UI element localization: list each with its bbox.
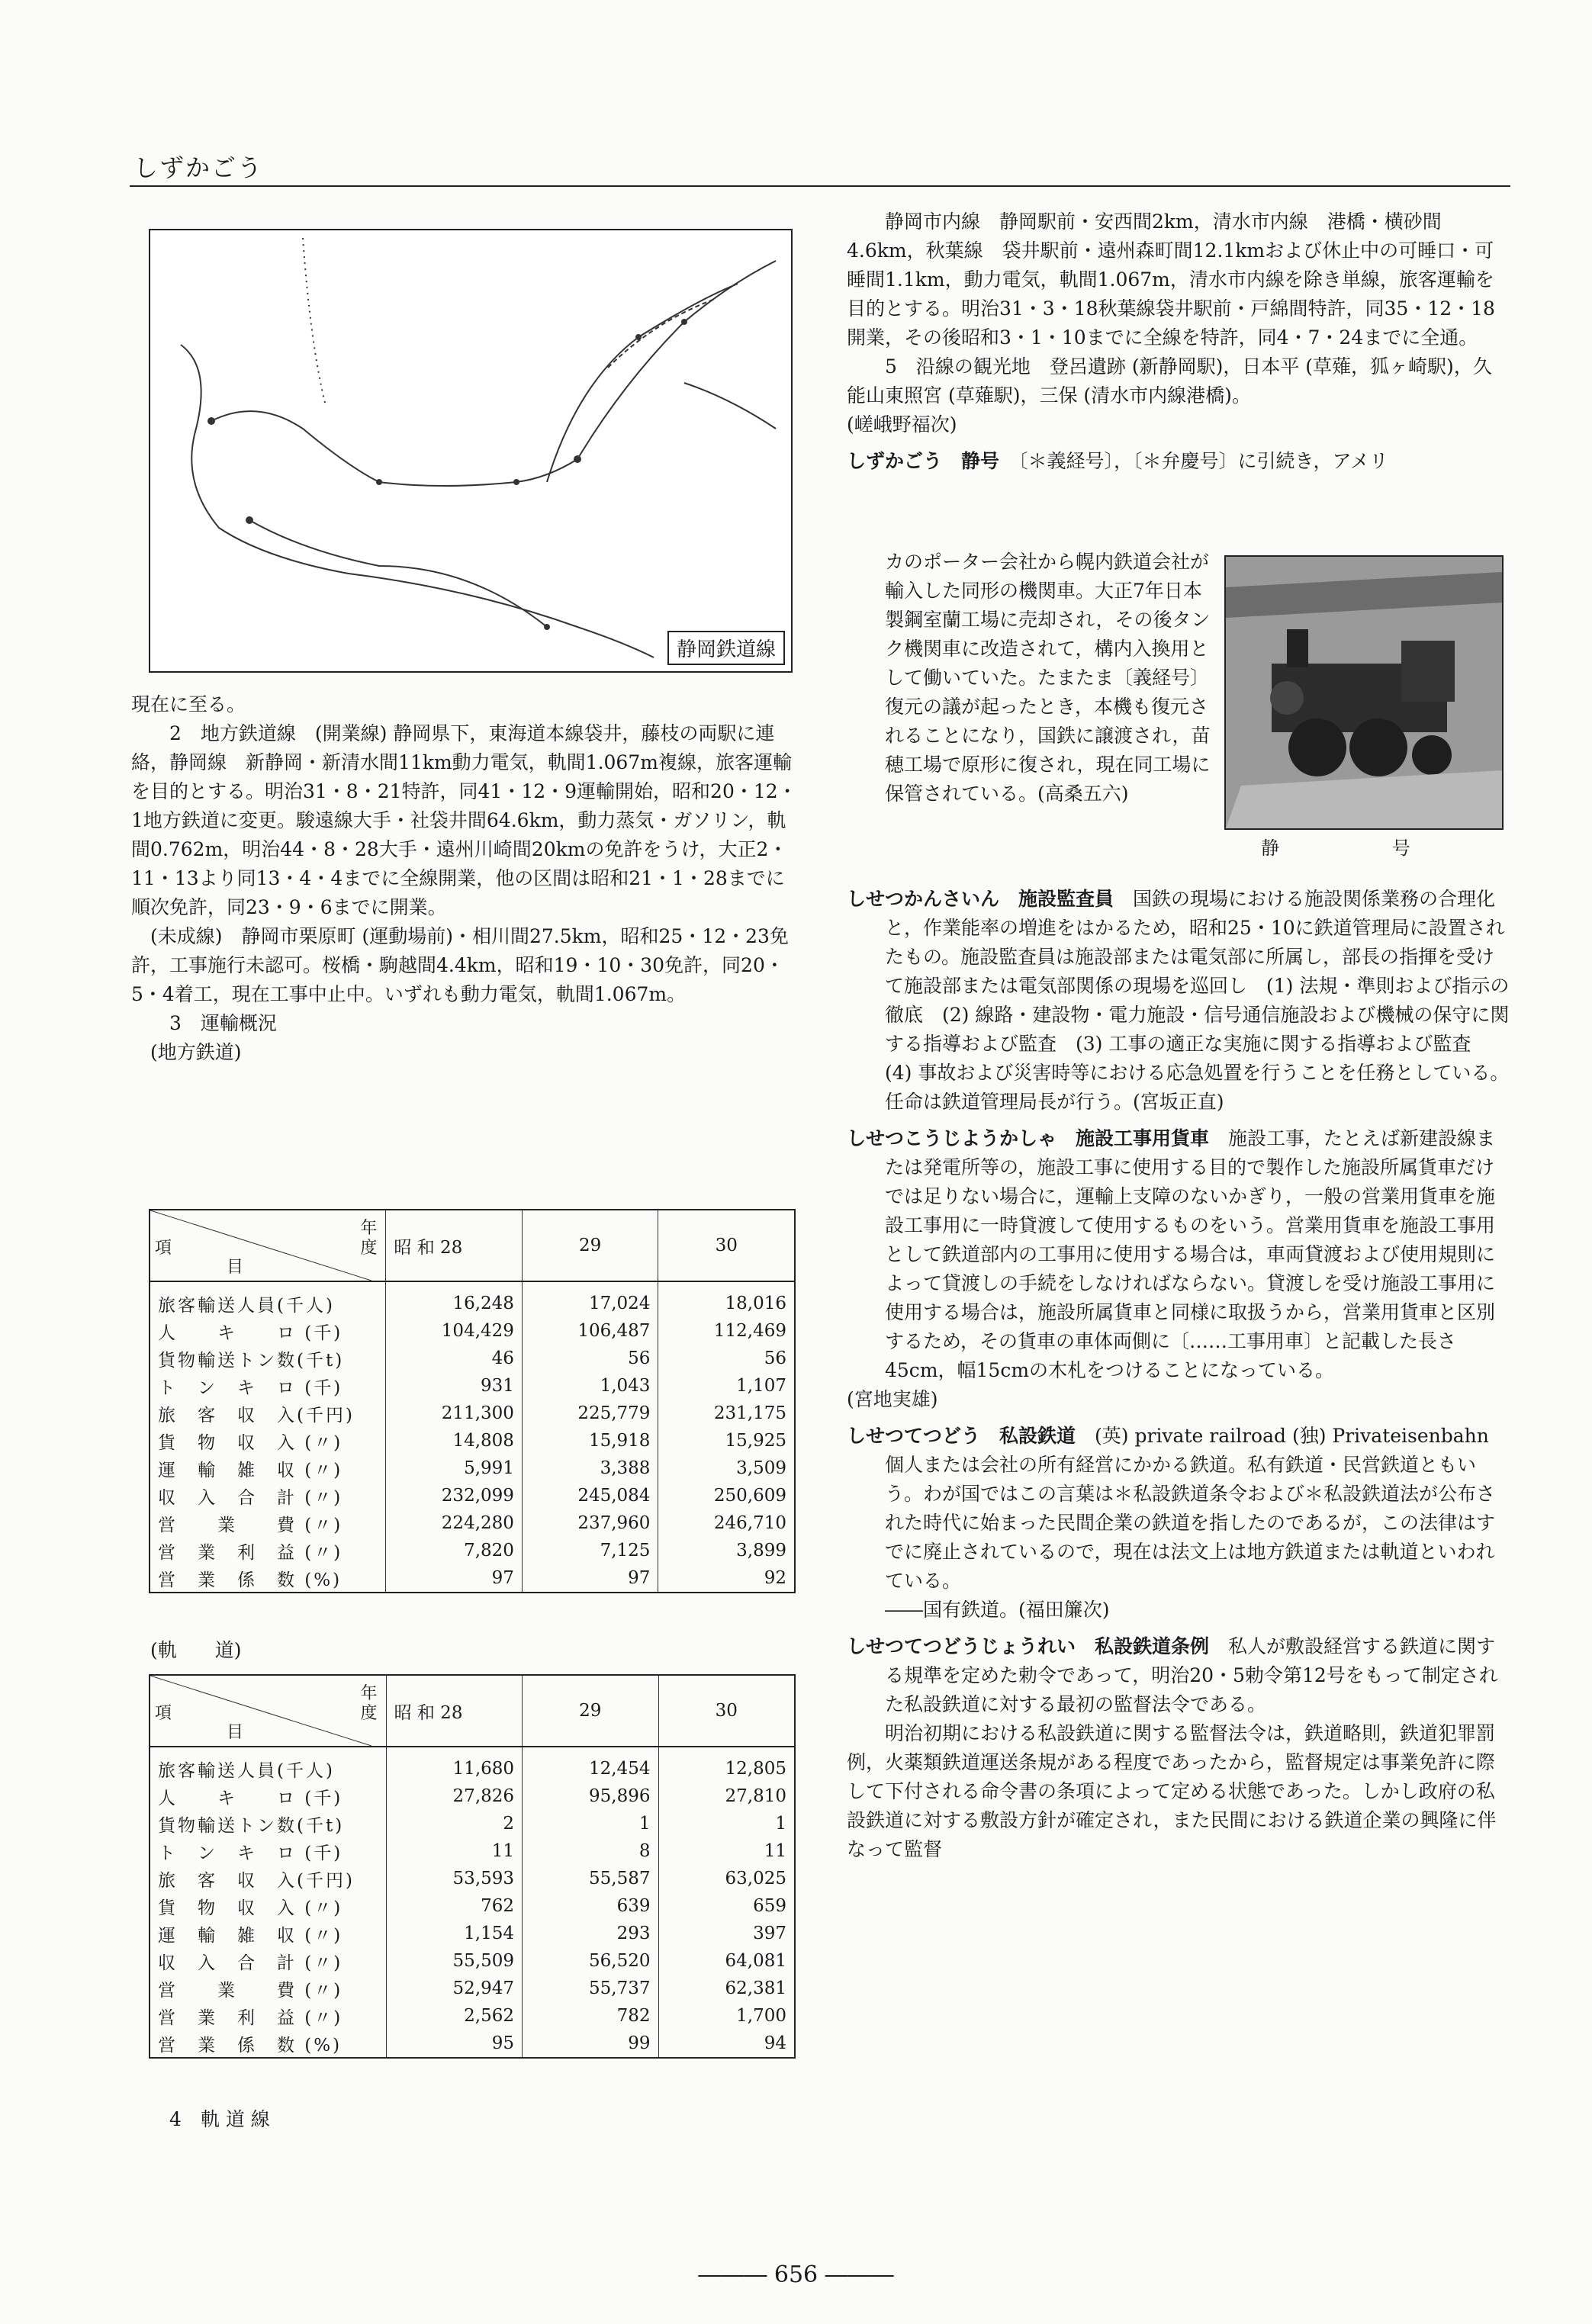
row-label: 人 キ ロ (千) <box>158 1323 343 1343</box>
table2-col-29: 29 <box>523 1675 658 1747</box>
row-value: 12,454 <box>523 1747 658 1782</box>
row-label: 収 入 合 計 (〃) <box>158 1487 343 1508</box>
row-value: 1,700 <box>658 2002 795 2030</box>
row-value: 7,820 <box>386 1537 523 1564</box>
row-value: 106,487 <box>522 1317 658 1345</box>
map-drawing <box>150 230 791 671</box>
railway-map <box>149 229 793 673</box>
left-p5: (地方鉄道) <box>150 1041 242 1063</box>
row-label: 貨 物 収 入 (〃) <box>158 1898 343 1918</box>
row-label: 営 業 係 数 (%) <box>158 2035 343 2056</box>
entry-shisetsutetsudo-head: しせつてつどう 私設鉄道 <box>847 1425 1076 1447</box>
row-value: 211,300 <box>386 1400 523 1427</box>
right-column-bottom <box>847 885 1510 1864</box>
row-value: 931 <box>386 1372 523 1400</box>
row-value: 1,154 <box>386 1920 522 1947</box>
table-row <box>150 2002 795 2030</box>
table2-item-label: 項 <box>155 1704 175 1723</box>
table-row <box>150 1482 795 1509</box>
row-value: 7,125 <box>522 1537 658 1564</box>
entry-shizukago-line1 <box>847 447 1510 476</box>
row-label: ト ン キ ロ (千) <box>158 1843 343 1863</box>
row-label: 運 輸 雑 収 (〃) <box>158 1925 343 1946</box>
left-p4: 3 運輸概況 <box>169 1012 277 1034</box>
row-value: 1 <box>658 1810 795 1837</box>
row-value: 55,587 <box>523 1865 658 1892</box>
table1-col-28: 昭 和 28 <box>386 1210 523 1281</box>
row-value: 231,175 <box>658 1400 795 1427</box>
row-label: 営 業 利 益 (〃) <box>158 1542 343 1563</box>
table1-year-label: 年 <box>360 1219 380 1238</box>
entry-shisetsukansain-body: 国鉄の現場における施設関係業務の合理化と，作業能率の増進をはかるため，昭和25・10に鉄道管理局に設置されたもの。施設監査員は施設部または電気部に所属し，部長の指揮を受けて施設部または電気部関係の現場を巡回し (1) 法規・準則および指示の徹底 (2) 線路・建設物・電力施設・信号通信施設および機械の保守に関する指導および監査 (3) 工事の適正な実施に関する指導および監査 (4) 事故および災害時等における応急処置を行うことを任務としている。任命は鉄道管理局長が行う。 <box>885 888 1510 1113</box>
table-row <box>150 1509 795 1537</box>
row-value: 237,960 <box>522 1509 658 1537</box>
entry-shisetsutetsudojorei-head: しせつてつどうじょうれい 私設鉄道条例 <box>847 1635 1210 1657</box>
row-value: 56 <box>658 1345 795 1372</box>
row-label: 貨物輸送トン数(千t) <box>158 1350 345 1371</box>
row-value: 1,107 <box>658 1372 795 1400</box>
row-value: 293 <box>523 1920 658 1947</box>
row-value: 11 <box>658 1837 795 1865</box>
row-value: 99 <box>523 2030 658 2058</box>
left-p1: 現在に至る。 <box>131 693 246 715</box>
right-p2: 5 沿線の観光地 登呂遺跡 (新静岡駅)，日本平 (草薙，狐ヶ崎駅)，久能山東照宮 (草薙駅)，三保 (清水市内線港橋)。 <box>847 355 1492 407</box>
row-value: 95 <box>386 2030 522 2058</box>
table1-body <box>150 1281 795 1593</box>
row-value: 2 <box>386 1810 522 1837</box>
table-row <box>150 1782 795 1810</box>
table-row <box>150 1537 795 1564</box>
row-label: 貨 物 収 入 (〃) <box>158 1432 343 1453</box>
table2-col-28: 昭 和 28 <box>386 1675 522 1747</box>
table-row <box>150 1317 795 1345</box>
row-value: 56 <box>522 1345 658 1372</box>
table1-moku-label: 目 <box>227 1258 246 1277</box>
row-value: 11,680 <box>386 1747 522 1782</box>
row-value: 8 <box>523 1837 658 1865</box>
row-value: 94 <box>658 2030 795 2058</box>
table-row <box>150 1281 795 1317</box>
table-row <box>150 1564 795 1593</box>
table-row <box>150 1947 795 1975</box>
row-label: 旅客輸送人員(千人) <box>158 1760 335 1781</box>
row-label: 旅 客 収 入(千円) <box>158 1405 355 1426</box>
row-value: 2,562 <box>386 2002 522 2030</box>
row-value: 224,280 <box>386 1509 523 1537</box>
entry-shisetsutetsudo <box>847 1422 1510 1596</box>
table-local-railway <box>149 1209 796 1593</box>
entry-shisetsutetsudojorei-p2: 明治初期における私設鉄道に関する監督法令は，鉄道略則，鉄道犯罪罰例，火薬類鉄道運送条規がある程度であったから，監督規定は事業免許に際して下付される命令書の条項によって定める状態であった。しかし政府の私設鉄道に対する敷設方針が確定され，また民間における鉄道企業の興隆に伴なって監督 <box>847 1722 1497 1860</box>
entry-shisetsutetsudojorei <box>847 1632 1510 1719</box>
row-value: 52,947 <box>386 1975 522 2002</box>
row-value: 56,520 <box>523 1947 658 1975</box>
table2-year-label: 年 <box>360 1684 380 1703</box>
row-value: 3,388 <box>522 1455 658 1482</box>
row-value: 11 <box>386 1837 522 1865</box>
entry-shisetsukojiyokasha <box>847 1124 1510 1385</box>
table1-col-29: 29 <box>522 1210 658 1281</box>
right-p1: 静岡市内線 静岡駅前・安西間2km，清水市内線 港橋・横砂間4.6km，秋葉線 袋井駅前・遠州森町間12.1kmおよび休止中の可睡口・可睡間1.1km，動力電気，軌間1.067m，清水市内線を除き単線，旅客運輸を目的とする。明治31・3・18秋葉線袋井駅前・戸綿間特許，同35・12・18開業，その後昭和3・1・10までに全線を特許，同4・7・24までに全通。 <box>847 211 1495 349</box>
table-row <box>150 1747 795 1782</box>
table-row <box>150 1837 795 1865</box>
table-row <box>150 1345 795 1372</box>
row-value: 659 <box>658 1892 795 1920</box>
left-column-lower <box>131 2105 799 2134</box>
row-label: 営 業 費 (〃) <box>158 1515 343 1535</box>
row-value: 104,429 <box>386 1317 523 1345</box>
row-label: 旅客輸送人員(千人) <box>158 1295 335 1316</box>
row-value: 55,509 <box>386 1947 522 1975</box>
entry-shisetsukansain <box>847 885 1510 1117</box>
row-value: 15,918 <box>522 1427 658 1455</box>
row-value: 16,248 <box>386 1281 523 1317</box>
row-label: 営 業 費 (〃) <box>158 1980 343 2001</box>
entry-shisetsutetsudo-ref: ――国有鉄道。(福田簾次) <box>885 1599 1110 1621</box>
locomotive-drawing <box>1226 557 1502 828</box>
table-row <box>150 1920 795 1947</box>
left-p3: (未成線) 静岡市栗原町 (運動場前)・相川間27.5km，昭和25・12・23免許，工事施行未認可。桜橋・駒越間4.4km，昭和19・10・30免許，同20・5・4着工，現在工事中止中。いずれも動力電気，軌間1.067m。 <box>131 925 789 1005</box>
row-value: 64,081 <box>658 1947 795 1975</box>
row-value: 95,896 <box>523 1782 658 1810</box>
row-value: 55,737 <box>523 1975 658 2002</box>
row-label: ト ン キ ロ (千) <box>158 1377 343 1398</box>
row-value: 762 <box>386 1892 522 1920</box>
row-value: 1,043 <box>522 1372 658 1400</box>
entry-shizukago-text: カのポーター会社から幌内鉄道会社が輸入した同形の機関車。大正7年日本製鋼室蘭工場に売却され，その後タンク機関車に改造されて，構内入換用として働いていた。たまたま〔義経号〕復元の議が起ったとき，本機も復元されることになり，国鉄に譲渡され，苗穂工場で原形に復され，現在同工場に保管されている。 <box>885 551 1211 805</box>
row-value: 397 <box>658 1920 795 1947</box>
table-row <box>150 1400 795 1427</box>
row-value: 97 <box>386 1564 523 1593</box>
row-value: 17,024 <box>522 1281 658 1317</box>
table2-degree-label: 度 <box>360 1704 380 1723</box>
entry-shisetsutetsudojorei-body: 私人が敷設経営する鉄道に関する規準を定めた勅令であって，明治20・5勅令第12号をもって制定された私設鉄道に対する最初の監督法令である。 <box>885 1635 1498 1715</box>
table1-item-label: 項 <box>155 1239 175 1258</box>
page-header-title: しずかごう <box>133 153 264 182</box>
table-row <box>150 1372 795 1400</box>
row-label: 運 輸 雑 収 (〃) <box>158 1460 343 1480</box>
table-row <box>150 1810 795 1837</box>
entry-shisetsukojiyokasha-author: (宮地実雄) <box>847 1388 938 1410</box>
table2-body <box>150 1747 795 2058</box>
header-rule <box>130 185 1510 187</box>
row-value: 53,593 <box>386 1865 522 1892</box>
row-value: 225,779 <box>522 1400 658 1427</box>
entry-shizukago-body1: 〔＊義経号〕，〔＊弁慶号〕に引続き，アメリ <box>1018 450 1389 472</box>
row-label: 旅 客 収 入(千円) <box>158 1870 355 1891</box>
row-value: 3,509 <box>658 1455 795 1482</box>
table-tramway <box>149 1674 796 2059</box>
table-row <box>150 1892 795 1920</box>
table-row <box>150 1427 795 1455</box>
row-value: 92 <box>658 1564 795 1593</box>
table2-corner <box>150 1676 386 1746</box>
row-value: 27,826 <box>386 1782 522 1810</box>
entry-shisetsukansain-head: しせつかんさいん 施設監査員 <box>847 888 1114 910</box>
row-value: 46 <box>386 1345 523 1372</box>
table-row <box>150 1865 795 1892</box>
left-column-mid <box>131 1636 799 1665</box>
right-p2-author: (嵯峨野福次) <box>847 413 957 436</box>
photo-caption: 静 号 <box>1261 837 1464 859</box>
entry-shisetsukojiyokasha-head: しせつこうじようかしゃ 施設工事用貨車 <box>847 1127 1210 1149</box>
locomotive-photo <box>1224 555 1504 830</box>
row-value: 246,710 <box>658 1509 795 1537</box>
row-value: 250,609 <box>658 1482 795 1509</box>
right-column-photo-wrap <box>885 548 1213 808</box>
table-row <box>150 1455 795 1482</box>
row-value: 27,810 <box>658 1782 795 1810</box>
entry-shisetsukansain-author: (宮坂正直) <box>1133 1091 1224 1113</box>
entry-shizukago-body2 <box>885 548 1213 808</box>
page-number-value: 656 <box>773 2261 819 2288</box>
row-value: 782 <box>523 2002 658 2030</box>
row-value: 62,381 <box>658 1975 795 2002</box>
table1-corner <box>150 1210 385 1281</box>
row-label: 営 業 利 益 (〃) <box>158 2007 343 2028</box>
page-number: ――― 656 ――― <box>698 2261 894 2288</box>
table2-col-30: 30 <box>658 1675 795 1747</box>
left-p6: (軌 道) <box>150 1639 242 1661</box>
table-row <box>150 2030 795 2058</box>
row-value: 639 <box>523 1892 658 1920</box>
row-value: 1 <box>523 1810 658 1837</box>
right-column-top <box>847 207 1510 476</box>
row-label: 営 業 係 数 (%) <box>158 1570 343 1590</box>
entry-shizukago-author: (高桑五六) <box>1037 783 1129 805</box>
row-label: 人 キ ロ (千) <box>158 1788 343 1808</box>
row-value: 245,084 <box>522 1482 658 1509</box>
left-p2: 2 地方鉄道線 (開業線) 静岡県下，東海道本線袋井，藤枝の両駅に連絡，静岡線 新静岡・新清水間11km動力電気，軌間1.067m複線，旅客運輸を目的とする。明治31・8・21特許，同41・12・9運輸開始，昭和20・12・1地方鉄道に変更。駿遠線大手・社袋井間64.6km，動力蒸気・ガソリン，軌間0.762m，明治44・8・28大手・遠州川崎間20kmの免許をうけ，大正2・11・13より同13・4・4までに全線開業，他の区間は昭和21・1・28までに順次免許，同23・9・6までに開業。 <box>131 722 797 918</box>
table2-moku-label: 目 <box>227 1723 246 1742</box>
row-label: 貨物輸送トン数(千t) <box>158 1815 345 1836</box>
row-value: 14,808 <box>386 1427 523 1455</box>
row-value: 5,991 <box>386 1455 523 1482</box>
map-label: 静岡鉄道線 <box>667 631 785 665</box>
left-p7: 4 軌 道 線 <box>169 2108 270 2130</box>
row-value: 112,469 <box>658 1317 795 1345</box>
row-value: 15,925 <box>658 1427 795 1455</box>
entry-shizukago-head: しずかごう 静号 <box>847 450 1000 472</box>
entry-shisetsukojiyokasha-body: 施設工事，たとえば新建設線または発電所等の，施設工事に使用する目的で製作した施設所属貨車だけでは足りない場合に，運輸上支障のないかぎり，一般の営業用貨車を施設工事用に一時貸渡して使用するものをいう。営業用貨車を施設工事用として鉄道部内の工事用に使用する場合は，車両貸渡および使用規則によって貸渡しの手続をしなければならない。貸渡しを受け施設工事用に使用する場合は，施設所属貨車と同様に取扱うから，営業用貨車と区別するため，その貨車の車体両側に〔……工事用車〕と記載した長さ45cm，幅15cmの木札をつけることになっている。 <box>885 1127 1496 1381</box>
table-row <box>150 1975 795 2002</box>
row-value: 63,025 <box>658 1865 795 1892</box>
left-column-upper <box>131 690 799 1067</box>
row-value: 12,805 <box>658 1747 795 1782</box>
table1-degree-label: 度 <box>360 1239 380 1258</box>
row-value: 232,099 <box>386 1482 523 1509</box>
table1-col-30: 30 <box>658 1210 795 1281</box>
row-label: 収 入 合 計 (〃) <box>158 1953 343 1973</box>
row-value: 18,016 <box>658 1281 795 1317</box>
row-value: 97 <box>522 1564 658 1593</box>
row-value: 3,899 <box>658 1537 795 1564</box>
entry-shisetsutetsudo-body: (英) private railroad (独) Privateisenbahn 個人または会社の所有経営にかかる鉄道。私有鉄道・民営鉄道ともいう。わが国ではこの言葉は＊私設鉄道条令および＊私設鉄道法が公布された時代に始まった民間企業の鉄道を指したのであるが，この法律はすでに廃止されているので，現在は法文上は地方鉄道または軌道といわれている。 <box>885 1425 1508 1592</box>
